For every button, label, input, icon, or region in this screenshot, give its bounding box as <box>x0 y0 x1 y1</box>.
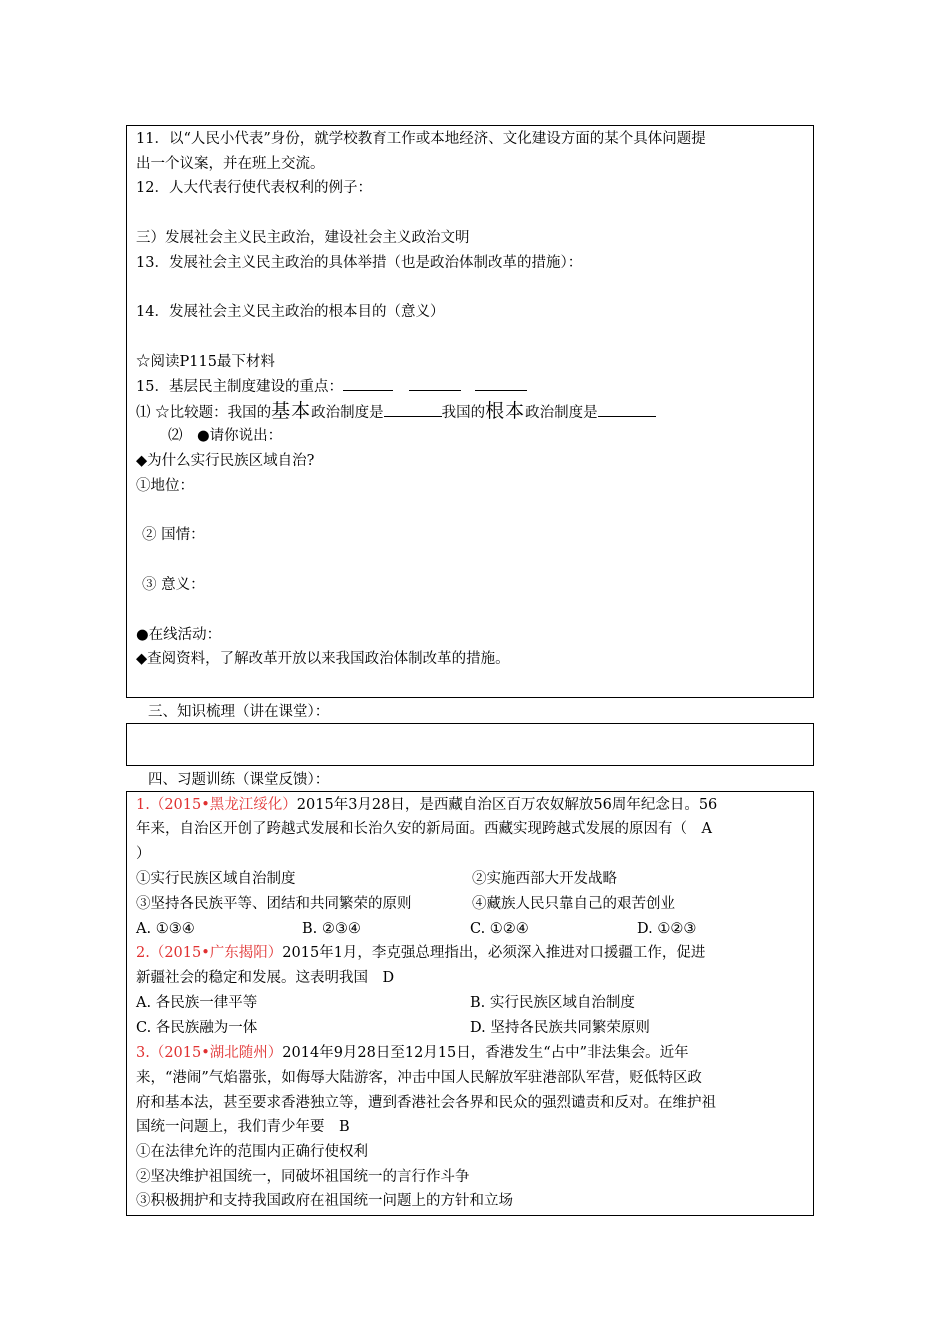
point-status: ①地位： <box>136 478 194 494</box>
check-materials: ◆查阅资料，了解改革开放以来我国政治体制改革的措施。 <box>136 651 510 667</box>
why-question: ◆为什么实行民族区域自治? <box>136 453 315 469</box>
q15 <box>136 376 527 398</box>
reading-note: ☆阅读P115最下材料 <box>136 354 275 370</box>
q14: 14．发展社会主义民主政治的根本目的（意义） <box>136 304 445 320</box>
q1-option-3: ③坚持各民族平等、团结和共同繁荣的原则 <box>136 896 412 912</box>
compare-prefix: ⑴ ☆比较题：我国的 <box>136 405 272 421</box>
q1-choice-b: B. ②③④ <box>302 921 361 937</box>
q1-option-4: ④藏族人民只靠自己的艰苦创业 <box>472 896 675 912</box>
q13: 13．发展社会主义民主政治的具体举措（也是政治体制改革的措施）： <box>136 255 583 271</box>
blank-4 <box>384 402 442 417</box>
q1-choice-d: D. ①②③ <box>637 921 697 937</box>
q2-choice-a: A. 各民族一律平等 <box>136 995 258 1011</box>
q1-text-1: 2015年3月28日，是西藏自治区百万农奴解放56周年纪念日。56 <box>296 797 718 813</box>
q11-line-2: 出一个议案，并在班上交流。 <box>136 156 325 172</box>
blank-3 <box>475 376 527 391</box>
q12: 12．人大代表行使代表权利的例子： <box>136 180 372 196</box>
online-activity: ●在线活动： <box>136 627 222 643</box>
q3-source: 3.（2015•湖北随州） <box>136 1045 283 1061</box>
compare-root: 根本 <box>485 400 526 422</box>
q1-source: 1.（2015•黑龙江绥化） <box>136 797 297 813</box>
q1-line-3: ） <box>136 846 151 862</box>
q2-line-2: 新疆社会的稳定和发展。这表明我国 D <box>136 970 395 986</box>
point-significance: ③ 意义： <box>142 577 205 593</box>
q1-option-1: ①实行民族区域自治制度 <box>136 871 296 887</box>
compare-question <box>136 400 656 424</box>
q1-choice-a: A. ①③④ <box>136 921 195 937</box>
blank-1 <box>343 376 393 391</box>
q3-option-1: ①在法律允许的范围内正确行使权利 <box>136 1144 368 1160</box>
content-box-2 <box>126 723 814 766</box>
subsection-3: 三）发展社会主义民主政治，建设社会主义政治文明 <box>136 230 470 246</box>
q11-line-1: 11．以“人民小代表”身份，就学校教育工作或本地经济、文化建设方面的某个具体问题提 <box>136 131 706 147</box>
q1-option-2: ②实施西部大开发战略 <box>472 871 617 887</box>
q2-text-1: 2015年1月，李克强总理指出，必须深入推进对口援疆工作，促进 <box>282 945 706 961</box>
compare-basic: 基本 <box>271 400 312 422</box>
q2-choice-b: B. 实行民族区域自治制度 <box>470 995 635 1011</box>
compare-text-2: 我国的 <box>441 405 486 421</box>
section-heading-3: 三、知识梳理（讲在课堂）： <box>148 704 330 720</box>
q1-line-1 <box>136 794 717 816</box>
q3-text-1: 2014年9月28日至12月15日，香港发生“占中”非法集会。近年 <box>282 1045 689 1061</box>
blank-5 <box>598 402 656 417</box>
q1-choice-c: C. ①②④ <box>470 921 529 937</box>
q3-option-2: ②坚决维护祖国统一，同破坏祖国统一的言行作斗争 <box>136 1169 470 1185</box>
section-heading-4: 四、习题训练（课堂反馈）： <box>148 772 330 788</box>
q2-source: 2.（2015•广东揭阳） <box>136 945 283 961</box>
q3-line-3: 府和基本法，甚至要求香港独立等，遭到香港社会各界和民众的强烈谴责和反对。在维护祖 <box>136 1095 716 1111</box>
compare-text-1: 政治制度是 <box>311 405 384 421</box>
q3-line-1 <box>136 1042 689 1064</box>
q3-line-4: 国统一问题上，我们青少年要 B <box>136 1119 350 1135</box>
q1-line-2: 年来，自治区开创了跨越式发展和长治久安的新局面。西藏实现跨越式发展的原因有（ A <box>136 821 712 837</box>
blank-2 <box>409 376 461 391</box>
q2-choice-c: C. 各民族融为一体 <box>136 1020 258 1036</box>
q3-option-3: ③积极拥护和支持我国政府在祖国统一问题上的方针和立场 <box>136 1193 513 1209</box>
compare-text-3: 政治制度是 <box>525 405 598 421</box>
say-prompt: ⑵ ●请你说出： <box>168 428 283 444</box>
q2-line-1 <box>136 942 705 964</box>
q3-line-2: 来，“港闹”气焰嚣张，如侮辱大陆游客，冲击中国人民解放军驻港部队军营，贬低特区政 <box>136 1070 702 1086</box>
point-conditions: ② 国情： <box>142 527 205 543</box>
q2-choice-d: D. 坚持各民族共同繁荣原则 <box>470 1020 650 1036</box>
q15-text: 15．基层民主制度建设的重点： <box>136 379 343 395</box>
